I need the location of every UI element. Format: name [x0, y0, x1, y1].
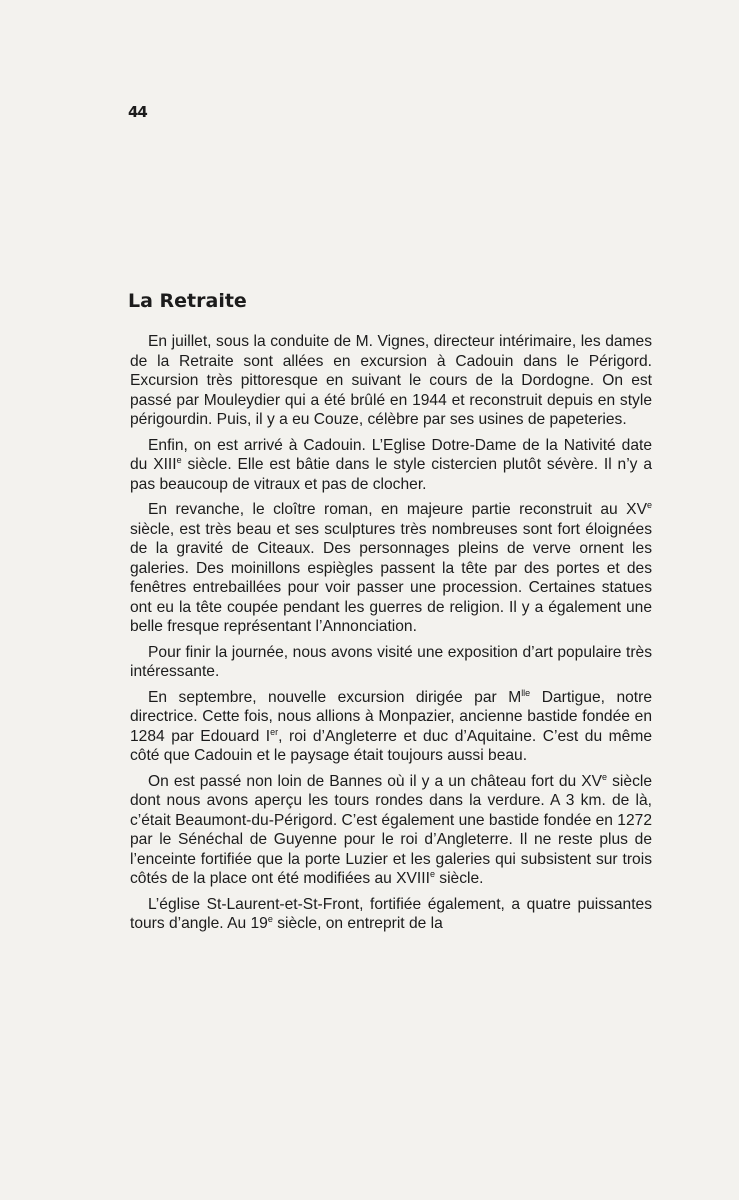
text-run: siècle. Elle est bâtie dans le style cistercien plutôt sévère. Il n’y a pas beaucoup de vitraux et pas de clocher.	[130, 456, 652, 493]
paragraph-6	[130, 772, 652, 889]
superscript: lle	[521, 687, 531, 698]
page-number: 44	[128, 103, 147, 121]
text-run: , roi d’Angleterre et duc d’Aquitaine. C’est du même côté que Cadouin et le paysage était toujours aussi beau.	[130, 727, 652, 764]
text-run: siècle, on entreprit de la	[272, 915, 443, 932]
section-title: La Retraite	[128, 290, 247, 312]
superscript: er	[270, 726, 279, 737]
superscript: e	[429, 868, 435, 879]
superscript: e	[602, 771, 608, 782]
paragraph-2	[130, 436, 652, 495]
text-run: En revanche, le cloître roman, en majeure partie reconstruit au XV	[148, 501, 647, 518]
superscript: e	[176, 454, 182, 465]
paragraph-7	[130, 895, 652, 934]
text-run: siècle.	[434, 870, 484, 887]
article-body	[130, 332, 652, 940]
superscript: e	[646, 499, 652, 510]
text-run: Enfin, on est arrivé à Cadouin. L’Eglise Dotre-Dame de la Nativité date du XIII	[130, 436, 652, 473]
text-run: En septembre, nouvelle excursion dirigée par M	[148, 688, 522, 706]
text-run: En juillet, sous la conduite de M. Vignes, directeur intérimaire, les dames de la Retraite sont allées en excursion à Cadouin dans le Périgord. Excursion très pittoresque en suivant le cours de la Dordogne. On est passé par Mouleydier qui a été brûlé en 1944 et reconstruit depuis en style périgourdin. Puis, il y a eu Couze, célèbre par ses usines de papeteries.	[130, 333, 652, 428]
text-run: Pour finir la journée, nous avons visité une exposition d’art populaire très intéressante.	[130, 643, 652, 680]
text-run: Dartigue, notre directrice. Cette fois, nous allions à Monpazier, ancienne bastide fondée en 1284 par Edouard I	[130, 688, 652, 745]
paragraph-4	[130, 643, 652, 682]
text-run: siècle dont nous avons aperçu les tours rondes dans la verdure. A 3 km. de là, c’était Beaumont-du-Périgord. C’est également une bastide fondée en 1272 par le Sénéchal de Guyenne pour le roi d’Angleterre. Il ne reste plus de l’enceinte fortifiée que la porte Luzier et les galeries qui subsistent sur trois côtés de la place ont été modifiées au XVIII	[130, 772, 652, 887]
text-run: On est passé non loin de Bannes où il y a un château fort du XV	[148, 772, 603, 790]
text-run: L’église St-Laurent-et-St-Front, fortifiée également, a quatre puissantes tours d’angle. Au 19	[130, 895, 652, 932]
text-run: siècle, est très beau et ses sculptures très nombreuses sont fort éloignées de la gravité de Citeaux. Des personnages pleins de verve ornent les galeries. Des moinillons espiègles passent la tête par des portes et des fenêtres entrebaillées pour voir passer une procession. Certaines statues ont eu la tête coupée pendant les guerres de religion. Il y a également une belle fresque représentant l’Annonciation.	[130, 520, 652, 635]
paragraph-1	[130, 332, 652, 430]
superscript: e	[267, 913, 273, 924]
paragraph-3	[130, 500, 652, 637]
paragraph-5	[130, 688, 652, 766]
